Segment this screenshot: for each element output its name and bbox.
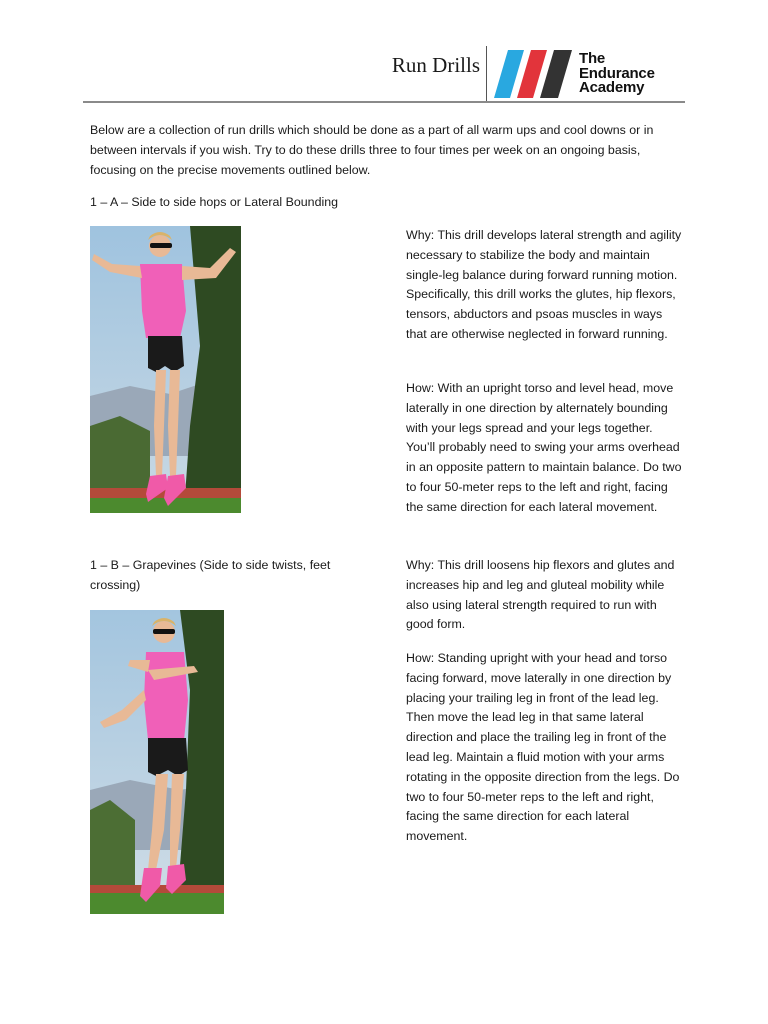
header-divider xyxy=(486,46,487,102)
drill-b-how: How: Standing upright with your head and torso facing forward, move laterally in one direction by placing your trailing leg in front of the lead leg. Then move the lead leg in that same lateral direction and place the trailing leg in front of the lead leg. Maintain a fluid motion with your arms rotating in the opposite direction from the legs. Do two to four 50-meter reps to the left and right, facing the same direction for each lateral movement. xyxy=(406,651,680,844)
drill-b-why: Why: This drill loosens hip flexors and glutes and increases hip and leg and gluteal mobility while also using lateral strength required to run with good form. xyxy=(406,558,675,632)
intro-paragraph: Below are a collection of run drills which should be done as a part of all warm ups and cool downs or in between intervals if you wish. Try to do these drills three to four times per week on an ongoing basis, focusing on the precise movements outlined below. xyxy=(90,123,654,177)
page-title: Run Drills xyxy=(391,53,480,77)
drill-a-how: How: With an upright torso and level head, move laterally in one direction by alternately bounding with your legs spread and your legs together. You’ll probably need to swing your arms overhead in an opposite pattern to maintain balance. Do two to four 50-meter reps to the left and right, facing the same direction for each lateral movement. xyxy=(406,381,682,514)
logo-line: The xyxy=(579,50,606,67)
lateral-bounding-photo xyxy=(90,226,241,513)
drill-heading-a: 1 – A – Side to side hops or Lateral Bounding xyxy=(90,195,338,209)
logo-line: Endurance xyxy=(579,64,655,82)
endurance-academy-logo xyxy=(494,50,684,98)
drill-heading-b: 1 – B – Grapevines (Side to side twists, feet crossing) xyxy=(90,558,331,592)
header-rule xyxy=(83,101,685,103)
logo-stripes-icon xyxy=(494,50,578,98)
logo-line: Academy xyxy=(579,79,645,96)
grapevines-photo xyxy=(90,610,224,914)
drill-a-why: Why: This drill develops lateral strength and agility necessary to stabilize the body and maintain single-leg balance during forward running motion. Specifically, this drill works the glutes, hip flexors, tensors, abductors and psoas muscles in ways that are otherwise neglected in forward running. xyxy=(406,228,682,341)
logo-wordmark xyxy=(579,52,655,96)
